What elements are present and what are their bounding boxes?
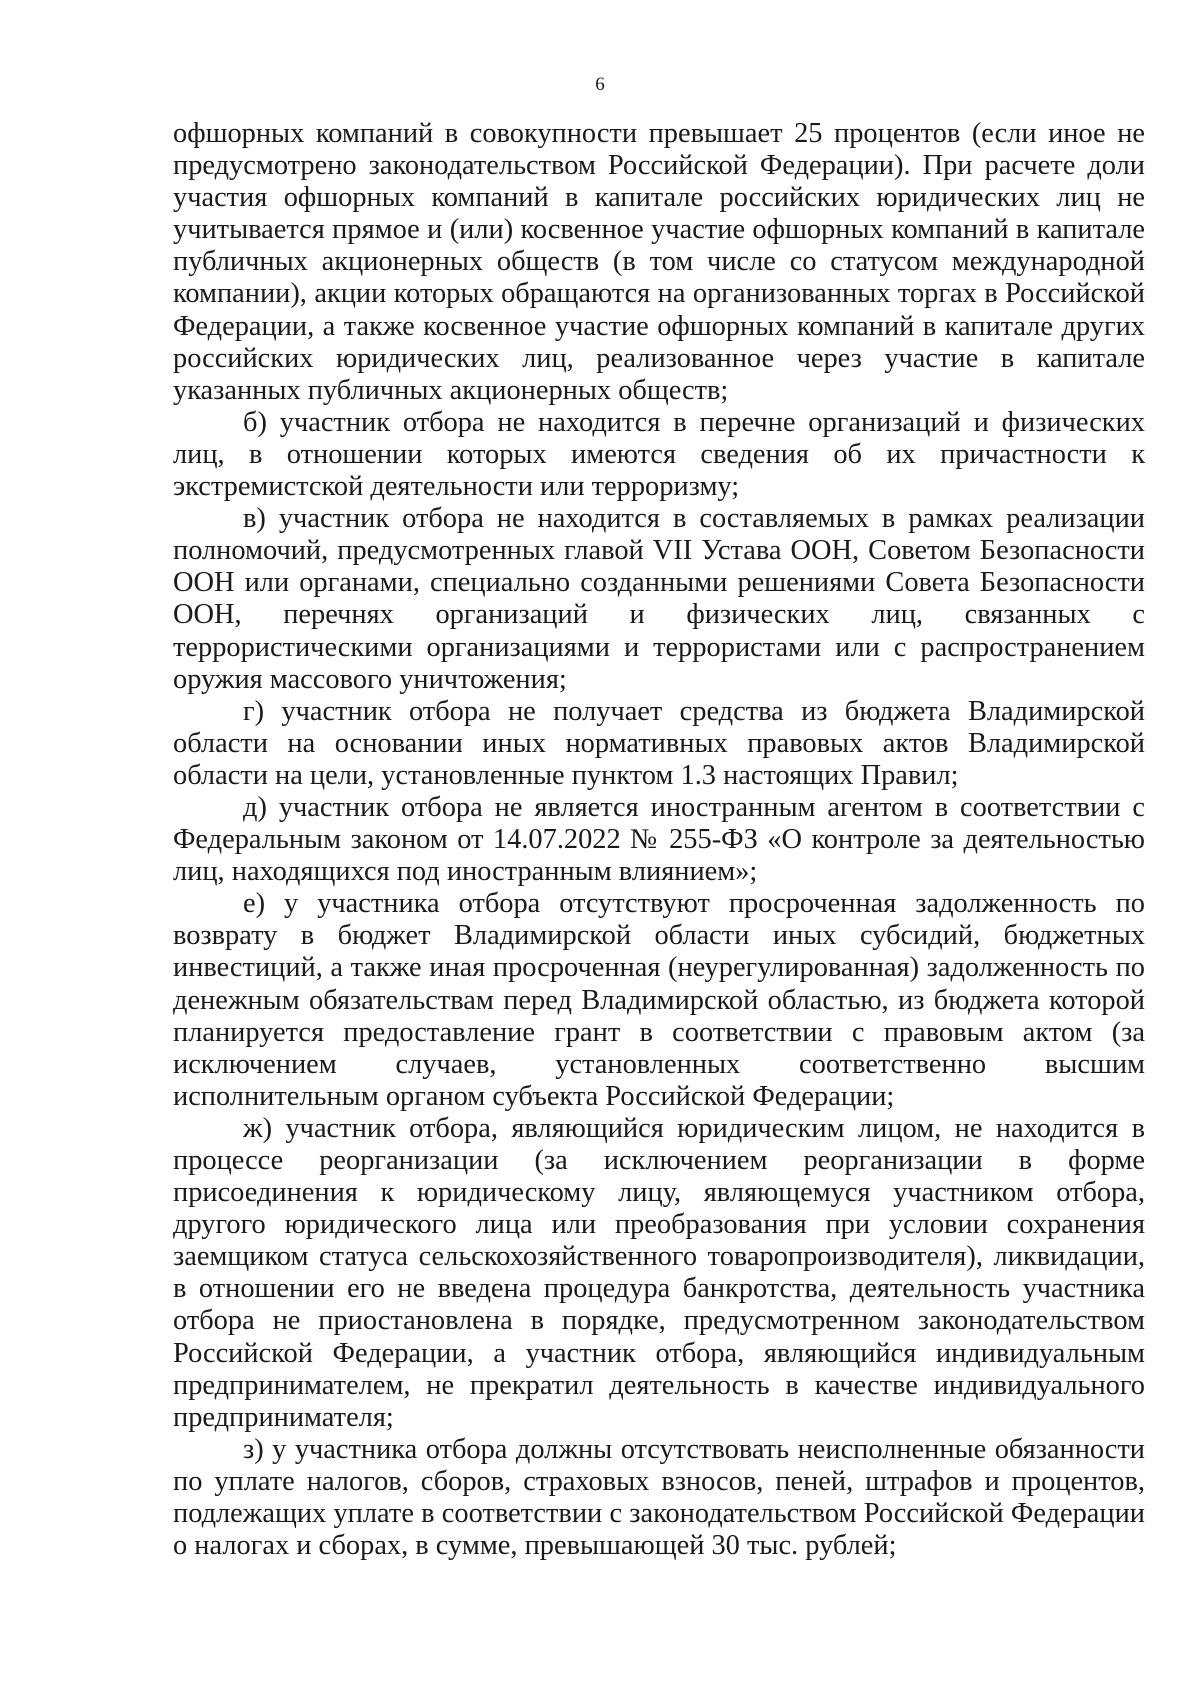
page-number: 6 <box>595 74 605 95</box>
paragraph-item-zh: ж) участник отбора, являющийся юридическим лицом, не находится в процессе реорганизации (за исключением реорганизации в форме присоединения к юридическому лицу, являющемуся участником отбора, другого юридического лица или преобразования при условии сохранения заемщиком статуса сельскохозяйственного товаропроизводителя), ликвидации, в отношении его не введена процедура банкротства, деятельность участника отбора не приостановлена в порядке, предусмотренном законодательством Российской Федерации, а участник отбора, являющийся индивидуальным предпринимателем, не прекратил деятельность в качестве индивидуального предпринимателя; <box>173 1112 1145 1433</box>
paragraph-continuation: офшорных компаний в совокупности превышает 25 процентов (если иное не предусмотрено законодательством Российской Федерации). При расчете доли участия офшорных компаний в капитале российских юридических лиц не учитывается прямое и (или) косвенное участие офшорных компаний в капитале публичных акционерных обществ (в том числе со статусом международной компании), акции которых обращаются на организованных торгах в Российской Федерации, а также косвенное участие офшорных компаний в капитале других российских юридических лиц, реализованное через участие в капитале указанных публичных акционерных обществ; <box>173 118 1145 406</box>
document-body <box>173 118 1145 1562</box>
paragraph-item-d: д) участник отбора не является иностранным агентом в соответствии с Федеральным законом от 14.07.2022 № 255-ФЗ «О контроле за деятельностью лиц, находящихся под иностранным влиянием»; <box>173 791 1145 888</box>
paragraph-item-g: г) участник отбора не получает средства из бюджета Владимирской области на основании иных нормативных правовых актов Владимирской области на цели, установленные пунктом 1.3 настоящих Правил; <box>173 695 1145 791</box>
paragraph-item-b: б) участник отбора не находится в перечне организаций и физических лиц, в отношении которых имеются сведения об их причастности к экстремистской деятельности или терроризму; <box>173 406 1145 503</box>
paragraph-item-e: е) у участника отбора отсутствуют просроченная задолженность по возврату в бюджет Владимирской области иных субсидий, бюджетных инвестиций, а также иная просроченная (неурегулированная) задолженность по денежным обязательствам перед Владимирской областью, из бюджета которой планируется предоставление грант в соответствии с правовым актом (за исключением случаев, установленных соответственно высшим исполнительным органом субъекта Российской Федерации; <box>173 888 1145 1112</box>
paragraph-item-v: в) участник отбора не находится в составляемых в рамках реализации полномочий, предусмотренных главой VII Устава ООН, Советом Безопасности ООН или органами, специально созданными решениями Совета Безопасности ООН, перечнях организаций и физических лиц, связанных с террористическими организациями и террористами или с распространением оружия массового уничтожения; <box>173 503 1145 695</box>
paragraph-item-z: з) у участника отбора должны отсутствовать неисполненные обязанности по уплате налогов, сборов, страховых взносов, пеней, штрафов и процентов, подлежащих уплате в соответствии с законодательством Российской Федерации о налогах и сборах, в сумме, превышающей 30 тыс. рублей; <box>173 1433 1145 1562</box>
